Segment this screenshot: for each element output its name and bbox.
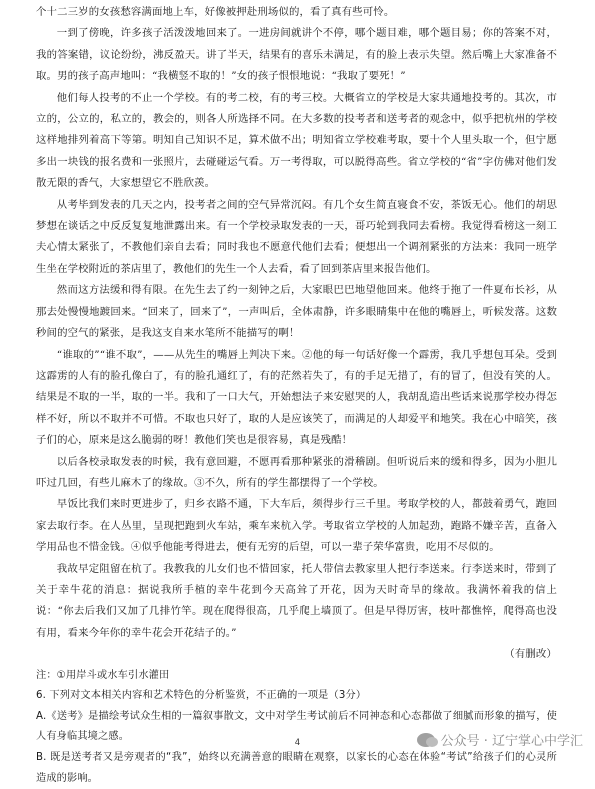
- option-b: B. 既是送考者又是旁观者的“我”，始终以充满善意的眼睛在观察，以家长的心态在体验“考试”给孩子们的心灵所造成的影响。: [36, 751, 557, 784]
- paragraph: 我故早定阻留在杭了。我教我的儿女们也不惜回家，托人带信去教家里人把行李送来。行李送来时，带到了关于幸牛花的消息：据说我所手植的幸牛花到今天高耸了开花，因为天时奇旱的缘故。我满怀着我的信上说：“你去后我们又加了几排竹竿。现在爬得很高，几乎爬上墙顶了。但是早得厉害，枝叶都憔悴，爬得高也没有用，看来今年你的幸牛花会开花结子的。”: [36, 562, 557, 639]
- footnote: 注：①用岸斗或水车引水灌田: [36, 669, 170, 681]
- paragraph: 一到了傍晚，许多孩子活泼泼地回来了。一进房间就讲个不停，哪个题目难，哪个题目易；你的答案不对，我的答案错，议论纷纷，沸反盈天。讲了半天，结果有的喜乐未满足，有的脸上表示失望。然后嘴上大家准备不取。男的孩子高声地叫：“我横竖不取的！”女的孩子恨恨地说：“我取了要死！”: [36, 27, 557, 83]
- paragraph: 他们每人投考的不止一个学校。有的考二校，有的考三校。大概省立的学校是大家共通地投考的。其次，市立的，公立的，私立的，教会的，则各人所选择不同。在大多数的投考者和送考者的观念中，似乎把杭州的学校这样地排列着高下等第。明知自己知识不足，算术做不出；明知省立学校难考取，要十个人里头取一个，但宁愿多出一块钱的报名费和一张照片，去碰碰运气看。万一考得取，可以脱得高些。省立学校的“省”字仿佛对他们发散无限的香气，大家想望它不胜欣羡。: [36, 91, 557, 190]
- paragraph: 从考毕到发表的几天之内，投考者之间的空气异常沉闷。有几个女生简直寝食不安，茶饭无心。他们的胡思梦想在谈话之中反反复复地泄露出来。有一个学校录取发表的一天，哥巧轮到我同去看榜。我觉得看榜这一刻工夫心情太紧张了，不教他们亲自去看；同时我也不愿意代他们去看；便想出一个调剂紧张的方法来：我同一班学生坐在学校附近的茶店里了，教他们的先生一个人去看，看了回到茶店里来报告他们。: [36, 198, 557, 275]
- paragraph: 然而这方法缓和得有限。在先生去了约一刻钟之后，大家眼巴巴地望他回来。他终于拖了一件夏布长衫，从那去处慢慢地踱回来。“回来了，回来了”，一声叫后，全体肃静，许多眼睛集中在他的嘴唇上，听候发落。这数秒间的空气的紧张，是我这支自来水笔所不能描写的啊！: [36, 284, 557, 340]
- watermark: [417, 730, 583, 749]
- page-number: 4: [294, 738, 301, 748]
- option-a: A.《送考》是描绘考试众生相的一篇叙事散文，文中对学生考试前后不同神态和心态都做了细腻而形象的描写，使人有身临其境之感。: [36, 710, 557, 743]
- paragraph: 早饭比我们来时更进步了，归乡衣路不通，下大车后，须得步行三千里。考取学校的人，都鼓着勇气，跑回家去取行李。在人丛里，呈现把跑到火车站，乘车来杭入学。考取省立学校的人加起劲，跑路不嫌辛苦，直备入学用品也不惜金钱。④似乎他能考得进去，便有无穷的后望，可以一辈子荣华富贵，吃用不尽似的。: [36, 498, 557, 554]
- article-text: [36, 2, 557, 789]
- paragraph: “谁取的”“谁不取”，——从先生的嘴唇上判决下来。②他的每一句话好像一个霹雳，我几乎想包耳朵。受到这霹雳的人有的脸孔像白了，有的脸孔通红了，有的茫然若失了，有的手足无措了，有的冒了，但没有笑的人。结果是不取的一半，取的一半。我和了一口大气，开始想法子来安慰哭的人，我胡乱造出些话来说那学校办得怎样不好，所以不取并不可惜。不取也只好了，取的人是应该笑了，而满足的人却爱平和地笑。我在心中暗笑，孩子们的心，原来是这么脆弱的呀！教他们笑也是很容易，真是残酷！: [36, 348, 557, 447]
- watermark-text: 公众号 · 辽宁掌心中学汇: [440, 734, 583, 749]
- source-note: （有删改）: [504, 648, 557, 661]
- wechat-icon: [417, 733, 435, 747]
- paragraph: 个十二三岁的女孩愁容满面地上车，好像被押赴刑场似的，看了真有些可怜。: [36, 6, 395, 18]
- question-area: [36, 666, 557, 789]
- paragraph: 以后各校录取发表的时候，我有意回避，不愿再看那种紧张的滑稽剧。但听说后来的缓和得多，因为小胆儿吓过几回，有些儿麻木了的缘故。③不久，所有的学生都摆得了一个学校。: [36, 455, 557, 489]
- question-stem: 6. 下列对文本相关内容和艺术特色的分析鉴赏，不正确的一项是（3分）: [36, 690, 367, 702]
